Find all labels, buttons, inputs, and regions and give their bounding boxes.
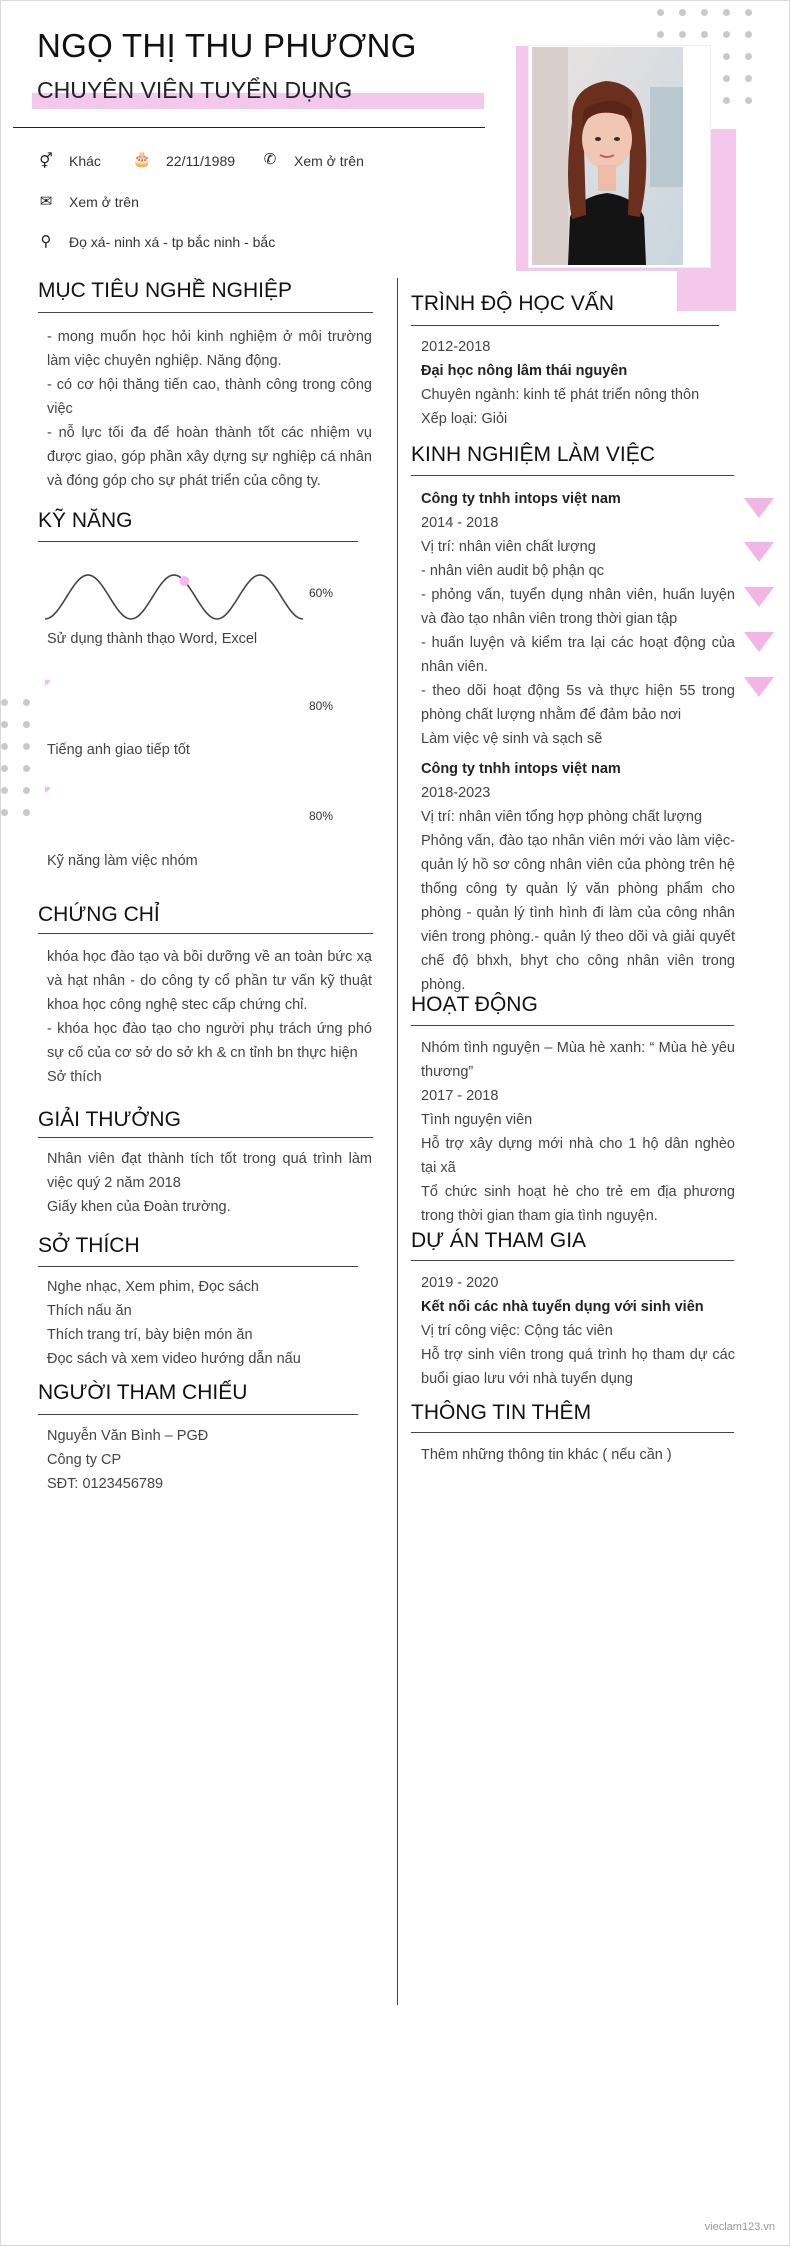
activity-org: Nhóm tình nguyện – Mùa hè xanh: “ Mùa hè yêu thương” — [421, 1040, 735, 1080]
decor-dot — [23, 721, 30, 728]
decor-dot — [723, 9, 730, 16]
hobby-line: Đọc sách và xem video hướng dẫn nấu — [47, 1351, 301, 1367]
decor-dot — [745, 75, 752, 82]
header-divider — [13, 127, 485, 128]
phone-icon: ✆ — [263, 151, 277, 168]
hobbies-underline — [38, 1266, 358, 1267]
decor-triangle — [744, 677, 774, 697]
project-detail: Hỗ trợ sinh viên trong quá trình họ tham dự các buổi giao lưu với nhà tuyển dụng — [421, 1347, 735, 1387]
skill-wave-2 — [45, 680, 315, 736]
job-detail: Phỏng vấn, đào tạo nhân viên mới vào làm việc- quản lý hồ sơ công nhân viên của phòng trên hệ thống công ty quản lý văn phòng phẩm cho phòng - quản lý tình hình đi làm của công nhân viên trong phòng.- quản lý theo dõi và giải quyết chế độ bhxh, bhyt cho công nhân viên trong phòng. — [421, 833, 735, 993]
references-title: NGƯỜI THAM CHIẾU — [38, 1381, 248, 1404]
career-goal-text — [47, 325, 372, 493]
additional-info-text: Thêm những thông tin khác ( nếu cần ) — [421, 1447, 672, 1463]
decor-dot — [745, 53, 752, 60]
skill-percent: 80% — [309, 699, 334, 713]
skill-wave-3 — [45, 787, 315, 843]
decor-dot — [1, 699, 8, 706]
experience-title: KINH NGHIỆM LÀM VIỆC — [411, 443, 655, 466]
education-major: Chuyên ngành: kinh tế phát triển nông thôn — [421, 387, 700, 403]
certificate-line: Sở thích — [47, 1069, 102, 1085]
skill-wave-line — [45, 575, 303, 619]
skill-level-marker — [45, 680, 50, 685]
activity-period: 2017 - 2018 — [421, 1088, 499, 1104]
decor-triangle — [744, 632, 774, 652]
award-line: Giấy khen của Đoàn trường. — [47, 1199, 231, 1215]
reference-line: Nguyễn Văn Bình – PGĐ — [47, 1428, 209, 1444]
certificates-title: CHỨNG CHỈ — [38, 903, 160, 926]
education-underline — [411, 325, 719, 326]
address-value: Đọ xá- ninh xá - tp bắc ninh - bắc — [69, 234, 276, 250]
decor-dot — [1, 787, 8, 794]
decor-dot — [679, 9, 686, 16]
decor-dot — [23, 787, 30, 794]
experience-job-2 — [421, 757, 735, 997]
certificates-underline — [38, 933, 373, 934]
hobby-line: Thích nấu ăn — [47, 1303, 132, 1319]
project-name: Kết nối các nhà tuyển dụng với sinh viên — [421, 1299, 704, 1315]
activities-underline — [411, 1025, 734, 1026]
decor-triangle — [744, 498, 774, 518]
career-goal-underline — [38, 312, 373, 313]
career-goal-line: - có cơ hội thăng tiến cao, thành công trong công việc — [47, 377, 372, 417]
decor-dot — [23, 743, 30, 750]
references-text — [47, 1424, 372, 1496]
additional-info-underline — [411, 1432, 734, 1433]
project-period: 2019 - 2020 — [421, 1275, 499, 1291]
certificate-line: - khóa học đào tạo cho người phụ trách ứng phó sự cố của cơ sở do sở kh & cn tỉnh bn thực hiện — [47, 1021, 372, 1061]
skill-level-marker — [179, 576, 189, 586]
site-watermark: vieclam123.vn — [704, 2221, 775, 2233]
decor-dot — [723, 97, 730, 104]
projects-title: DỰ ÁN THAM GIA — [411, 1229, 587, 1252]
decor-dot — [23, 765, 30, 772]
dot-grid-left — [1, 699, 45, 829]
skills-title: KỸ NĂNG — [38, 509, 133, 532]
location-pin-icon: ⚲ — [40, 233, 52, 250]
skill-label: Tiếng anh giao tiếp tốt — [47, 742, 190, 758]
education-school: Đại học nông lâm thái nguyên — [421, 363, 628, 379]
phone-value: Xem ở trên — [294, 153, 364, 169]
job-detail: - huấn luyện và kiểm tra lại các hoạt động của nhân viên. — [421, 635, 735, 675]
additional-info-title: THÔNG TIN THÊM — [411, 1401, 592, 1424]
skill-percent: 80% — [309, 809, 334, 823]
decor-dot — [679, 31, 686, 38]
decor-dot — [745, 31, 752, 38]
profile-photo — [532, 47, 683, 265]
decor-dot — [745, 97, 752, 104]
decor-dot — [701, 9, 708, 16]
skills-underline — [38, 541, 358, 542]
hobbies-text — [47, 1275, 372, 1371]
skill-label: Sử dụng thành thạo Word, Excel — [47, 631, 258, 647]
email-icon: ✉ — [39, 193, 53, 210]
hobby-line: Thích trang trí, bày biện món ăn — [47, 1327, 253, 1343]
activities-title: HOẠT ĐỘNG — [411, 993, 538, 1016]
decor-dot — [23, 809, 30, 816]
job-detail: - theo dõi hoạt động 5s và thực hiện 55 trong phòng chất lượng nhằm để đảm bảo nơi — [421, 683, 735, 723]
awards-title: GIẢI THƯỞNG — [38, 1108, 181, 1131]
birthday-value: 22/11/1989 — [166, 153, 236, 169]
job-period: 2018-2023 — [421, 785, 491, 801]
job-title: CHUYÊN VIÊN TUYỂN DỤNG — [37, 77, 353, 103]
decor-dot — [1, 721, 8, 728]
job-period: 2014 - 2018 — [421, 515, 499, 531]
career-goal-title: MỤC TIÊU NGHỀ NGHIỆP — [38, 279, 292, 302]
experience-job-1 — [421, 487, 735, 751]
certificate-line: khóa học đào tạo và bồi dưỡng về an toàn bức xạ và hạt nhân - do công ty cổ phần tư vấn kỹ thuật khoa học công nghệ stec cấp chứng chỉ. — [47, 949, 372, 1013]
decor-triangle — [744, 587, 774, 607]
job-detail: - nhân viên audit bộ phận qc — [421, 563, 604, 579]
decor-dot — [745, 9, 752, 16]
job-company: Công ty tnhh intops việt nam — [421, 761, 621, 777]
skill-level-marker — [45, 787, 50, 792]
birthday-cake-icon: 🎂 — [132, 151, 152, 168]
decor-dot — [657, 31, 664, 38]
education-title: TRÌNH ĐỘ HỌC VẤN — [411, 292, 615, 315]
activity-detail: Hỗ trợ xây dựng mới nhà cho 1 hộ dân nghèo tại xã — [421, 1136, 735, 1176]
references-underline — [38, 1414, 358, 1415]
award-line: Nhân viên đạt thành tích tốt trong quá trình làm việc quý 2 năm 2018 — [47, 1151, 372, 1191]
decor-triangle — [744, 542, 774, 562]
email-value: Xem ở trên — [69, 194, 139, 210]
gender-value: Khác — [69, 153, 101, 169]
activity-role: Tình nguyện viên — [421, 1112, 533, 1128]
activity-detail: Tổ chức sinh hoạt hè cho trẻ em địa phương trong thời gian tham gia tình nguyện. — [421, 1184, 735, 1224]
decor-dot — [723, 75, 730, 82]
activities-text — [421, 1036, 735, 1228]
reference-line: SĐT: 0123456789 — [47, 1476, 164, 1492]
job-company: Công ty tnhh intops việt nam — [421, 491, 621, 507]
hobby-line: Nghe nhạc, Xem phim, Đọc sách — [47, 1279, 259, 1295]
skill-percent: 60% — [309, 586, 334, 600]
career-goal-line: - mong muốn học hỏi kinh nghiệm ở môi trường làm việc chuyên nghiệp. Năng động. — [47, 329, 372, 369]
job-position: Vị trí: nhân viên tổng hợp phòng chất lượng — [421, 809, 703, 825]
hobbies-title: SỞ THÍCH — [38, 1234, 140, 1257]
awards-text — [47, 1147, 372, 1219]
projects-underline — [411, 1260, 734, 1261]
decor-dot — [1, 765, 8, 772]
project-role: Vị trí công việc: Cộng tác viên — [421, 1323, 613, 1339]
skill-label: Kỹ năng làm việc nhóm — [47, 853, 198, 869]
candidate-name: NGỌ THỊ THU PHƯƠNG — [37, 27, 417, 64]
education-grade: Xếp loại: Giỏi — [421, 411, 508, 427]
decor-dot — [723, 53, 730, 60]
decor-dot — [657, 9, 664, 16]
reference-line: Công ty CP — [47, 1452, 122, 1468]
projects-text — [421, 1271, 735, 1391]
certificates-text — [47, 945, 372, 1089]
experience-underline — [411, 475, 734, 476]
decor-dot — [23, 699, 30, 706]
career-goal-line: - nỗ lực tối đa để hoàn thành tốt các nhiệm vụ được giao, góp phần xây dựng sự nghiệp cá nhân và đóng góp cho sự phát triển của công ty. — [47, 425, 372, 489]
job-detail: Làm việc vệ sinh và sạch sẽ — [421, 731, 603, 747]
gender-icon: ⚥ — [39, 153, 53, 170]
job-position: Vị trí: nhân viên chất lượng — [421, 539, 596, 555]
decor-dot — [723, 31, 730, 38]
job-detail: - phỏng vấn, tuyển dụng nhân viên, huấn luyện và đào tạo nhân viên trong thời gian tập — [421, 587, 735, 627]
education-period: 2012-2018 — [421, 339, 491, 355]
decor-dot — [1, 743, 8, 750]
skill-wave-1 — [45, 569, 315, 625]
education-text — [421, 335, 736, 431]
decor-dot — [1, 809, 8, 816]
column-divider — [397, 278, 398, 2005]
awards-underline — [38, 1137, 373, 1138]
decor-dot — [701, 31, 708, 38]
